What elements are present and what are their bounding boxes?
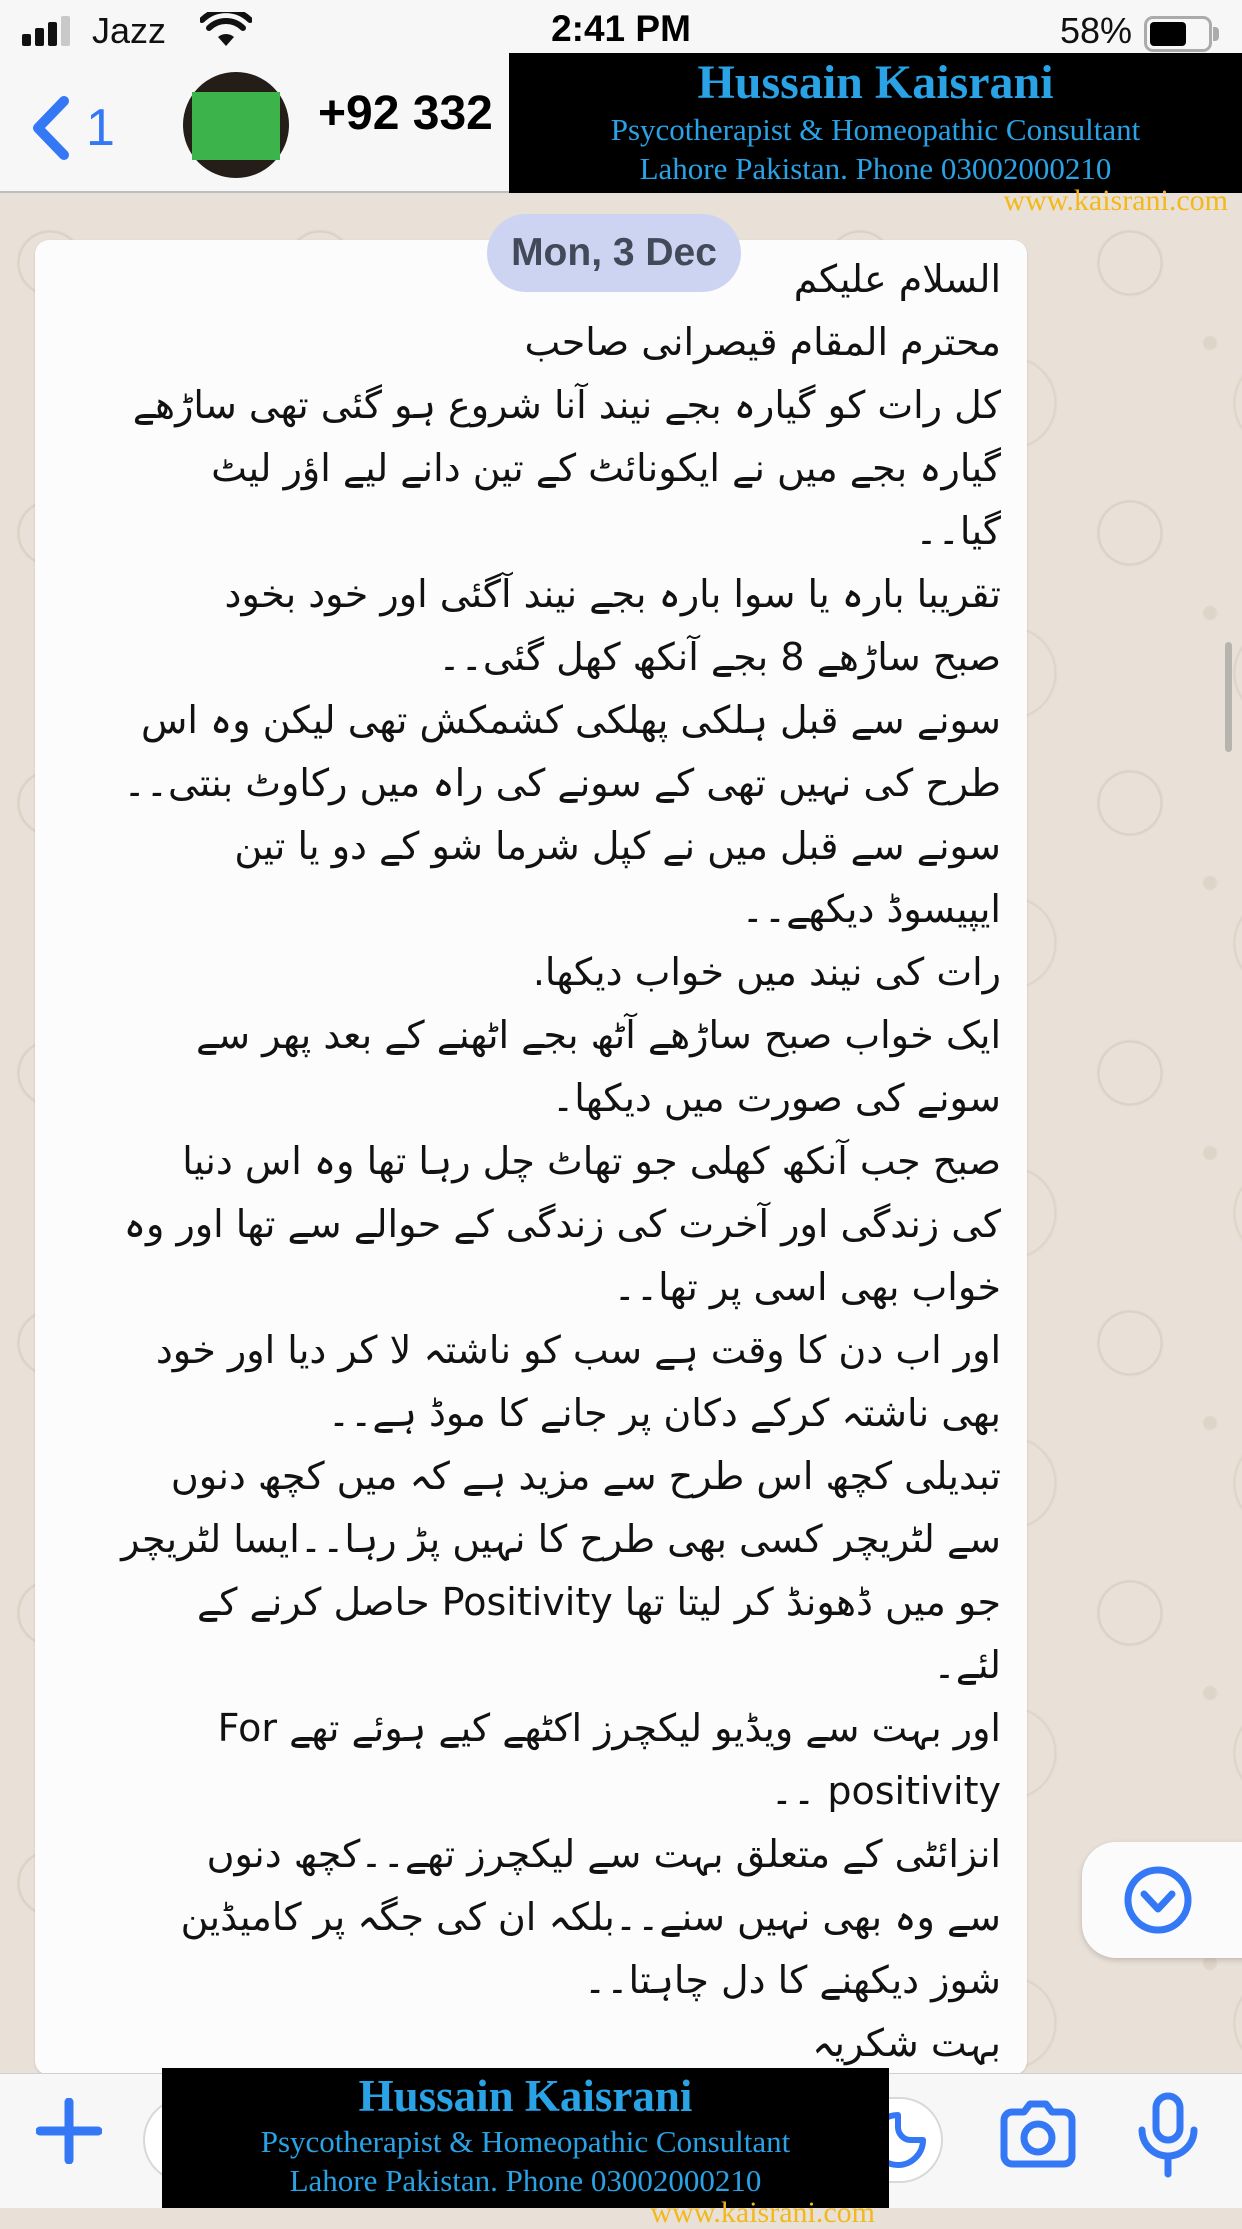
message-line: سے وہ بھی نہیں سنے۔۔بلکہ ان کی جگہ پر کامیڈین <box>180 1895 1001 1939</box>
status-bar <box>0 0 1242 60</box>
plus-icon <box>36 2098 102 2164</box>
camera-icon <box>998 2100 1078 2170</box>
message-line: اور اب دن کا وقت ہے سب کو ناشتہ لا کر دیا اور خود <box>155 1328 1001 1372</box>
message-line: طرح کی نہیں تھی کے سونے کی راہ میں رکاوٹ بنتی۔۔ <box>123 761 1001 805</box>
message-line: ایپیسوڈ دیکھے۔۔ <box>741 887 1001 931</box>
message-line: اور بہت سے ویڈیو لیکچرز اکٹھے کیے ہوئے تھے For <box>217 1706 1001 1750</box>
message-line: کی زندگی اور آخرت کی زندگی کے حوالے سے تھا اور وہ <box>123 1202 1001 1246</box>
message-line: سونے سے قبل ہلکی پھلکی کشمکش تھی لیکن وہ اس <box>140 698 1001 742</box>
watermark-website: www.kaisrani.com <box>650 2196 875 2229</box>
message-text <box>61 248 1001 2075</box>
attach-button[interactable] <box>36 2098 102 2164</box>
watermark-banner-bottom <box>162 2068 889 2229</box>
scrollbar[interactable] <box>1225 642 1232 752</box>
battery-icon <box>1144 16 1212 52</box>
chevron-left-icon <box>30 95 70 161</box>
avatar-censor-box <box>192 92 280 160</box>
message-line: سے لٹریچر کسی بھی طرح کا نہیں پڑ رہا۔۔ایسا لٹریچر <box>121 1517 1001 1561</box>
message-line: انزائٹی کے متعلق بہت سے لیکچرز تھے۔۔کچھ دنوں <box>206 1832 1001 1876</box>
date-separator: Mon, 3 Dec <box>487 214 741 292</box>
mic-button[interactable] <box>1132 2092 1204 2185</box>
message-line: بہت شکریہ <box>812 2021 1001 2065</box>
camera-button[interactable] <box>998 2100 1078 2175</box>
carrier-label: Jazz <box>92 10 167 51</box>
watermark-banner-top <box>509 53 1242 217</box>
scroll-to-bottom-button[interactable] <box>1082 1842 1242 1958</box>
message-line: رات کی نیند میں خواب دیکھا. <box>532 950 1001 994</box>
contact-avatar[interactable] <box>183 72 289 178</box>
watermark-phone: Lahore Pakistan. Phone 03002000210 <box>289 2163 762 2198</box>
watermark-website: www.kaisrani.com <box>1003 184 1228 217</box>
clock: 2:41 PM <box>551 8 691 49</box>
back-button[interactable] <box>30 88 150 168</box>
battery-percent: 58% <box>1059 10 1132 51</box>
message-line: جو میں ڈھونڈ کر لیتا تھا Positivity حاصل کرنے کے <box>197 1580 1001 1624</box>
message-line: لئے۔ <box>933 1643 1001 1687</box>
watermark-subtitle: Psycotherapist & Homeopathic Consultant <box>610 112 1141 147</box>
message-line: شوز دیکھنے کا دل چاہتا۔۔ <box>584 1958 1001 2002</box>
message-line: السلام عليكم <box>793 257 1001 301</box>
contact-phone-title[interactable]: +92 332 <box>318 87 493 140</box>
message-line: صبح ساڑھے 8 بجے آنکھ کھل گئی۔۔ <box>438 635 1001 679</box>
incoming-message-bubble[interactable] <box>35 240 1027 2075</box>
message-line: سونے سے قبل میں نے کپل شرما شو کے دو یا تین <box>234 824 1001 868</box>
message-line: خواب بھی اسی پر تھا۔۔ <box>613 1265 1001 1309</box>
watermark-subtitle: Psycotherapist & Homeopathic Consultant <box>260 2124 791 2159</box>
watermark-phone: Lahore Pakistan. Phone 03002000210 <box>639 151 1112 186</box>
unread-count-badge: 1 <box>86 99 115 157</box>
chevron-down-circle-icon <box>1122 1864 1194 1936</box>
watermark-name: Hussain Kaisrani <box>358 2071 693 2121</box>
microphone-icon <box>1132 2092 1204 2180</box>
message-line: تقریبا بارہ یا سوا بارہ بجے نیند آگئی اور خود بخود <box>224 572 1001 616</box>
message-line: ایک خواب صبح ساڑھے آٹھ بجے اٹھنے کے بعد پھر سے <box>196 1013 1001 1057</box>
message-line: سونے کی صورت میں دیکھا۔ <box>551 1076 1001 1120</box>
watermark-name: Hussain Kaisrani <box>697 56 1054 109</box>
message-line: بھی ناشتہ کرکے دکان پر جانے کا موڈ ہے۔۔ <box>327 1391 1001 1435</box>
message-line: گیارہ بجے میں نے ایکونائٹ کے تین دانے لیے اؤر لیٹ <box>211 446 1001 490</box>
message-line: گیا۔۔ <box>915 509 1001 553</box>
message-line: صبح جب آنکھ کھلی جو تھاٹ چل رہا تھا وہ اس دنیا <box>182 1139 1001 1183</box>
message-line: positivity ۔۔ <box>770 1769 1001 1813</box>
message-line: کل رات کو گیارہ بجے نیند آنا شروع ہو گئی تھی ساڑھے <box>132 383 1001 427</box>
message-line: محترم المقام قیصرانی صاحب <box>524 320 1001 364</box>
message-line: تبدیلی کچھ اس طرح سے مزید ہے کہ میں کچھ دنوں <box>170 1454 1001 1498</box>
